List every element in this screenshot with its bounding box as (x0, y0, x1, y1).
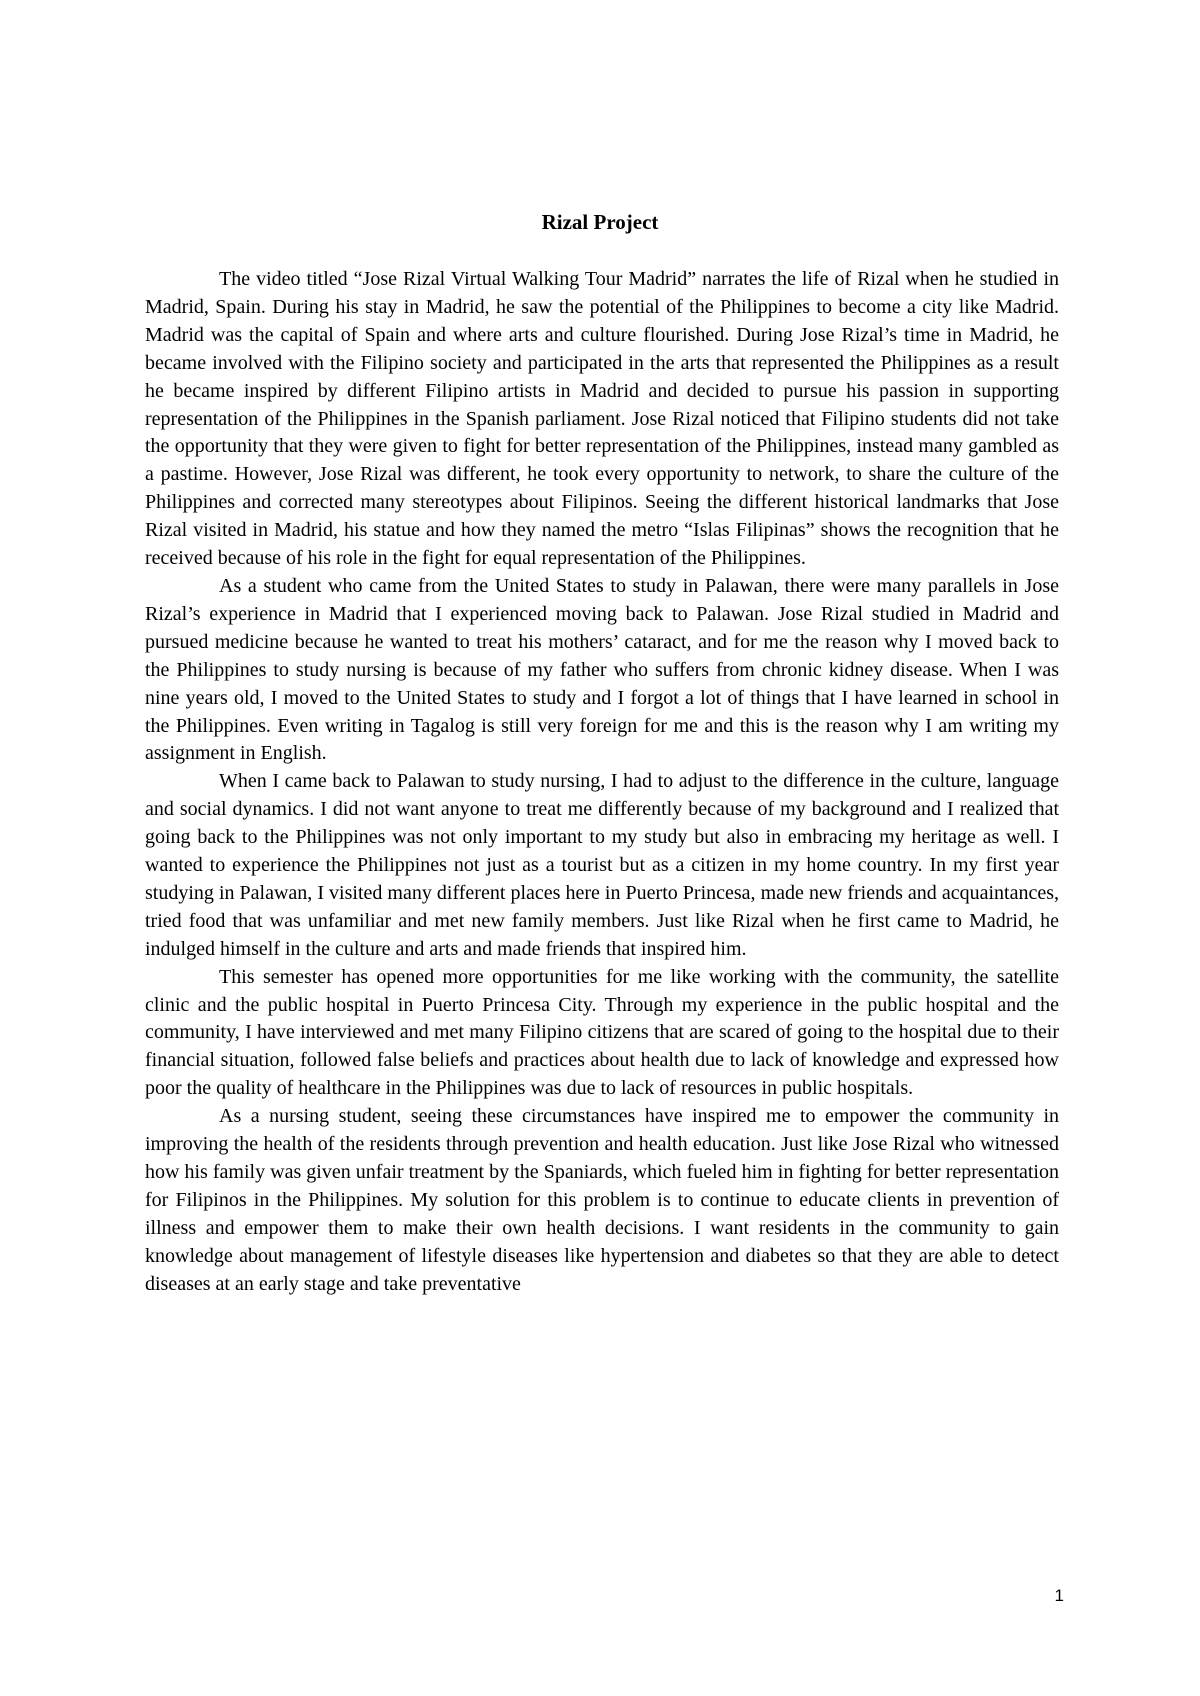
paragraph-2: As a student who came from the United States to study in Palawan, there were many parallels in Jose Rizal’s experience in Madrid that I experienced moving back to Palawan. Jose Rizal studied in Madrid and pursued medicine because he wanted to treat his mothers’ cataract, and for me the reason why I moved back to the Philippines to study nursing is because of my father who suffers from chronic kidney disease. When I was nine years old, I moved to the United States to study and I forgot a lot of things that I have learned in school in the Philippines. Even writing in Tagalog is still very foreign for me and this is the reason why I am writing my assignment in English. (145, 574, 1059, 765)
paragraph-3: When I came back to Palawan to study nursing, I had to adjust to the difference in the culture, language and social dynamics. I did not want anyone to treat me differently because of my background and I realized that going back to the Philippines was not only important to my study but also in embracing my heritage as well. I wanted to experience the Philippines not just as a tourist but as a citizen in my home country. In my first year studying in Palawan, I visited many different places here in Puerto Princesa, made new friends and acquaintances, tried food that was unfamiliar and met new family members. Just like Rizal when he first came to Madrid, he indulged himself in the culture and arts and made friends that inspired him. (145, 770, 1059, 960)
paragraph-1: The video titled “Jose Rizal Virtual Walking Tour Madrid” narrates the life of Rizal when he studied in Madrid, Spain. During his stay in Madrid, he saw the potential of the Philippines to become a city like Madrid. Madrid was the capital of Spain and where arts and culture flourished. During Jose Rizal’s time in Madrid, he became involved with the Filipino society and participated in the arts that represented the Philippines as a result he became inspired by different Filipino artists in Madrid and decided to pursue his passion in supporting representation of the Philippines in the Spanish parliament. Jose Rizal noticed that Filipino students did not take the opportunity that they were given to fight for better representation of the Philippines, instead many gambled as a pastime. However, Jose Rizal was different, he took every opportunity to network, to share the culture of the Philippines and corrected many stereotypes about Filipinos. Seeing the different historical landmarks that Jose Rizal visited in Madrid, his statue and how they named the metro “Islas Filipinas” shows the recognition that he received because of his role in the fight for equal representation of the Philippines. (145, 268, 1059, 570)
page-number: 1 (1054, 1586, 1064, 1605)
document-body (145, 266, 1059, 1299)
document-title: Rizal Project (541, 210, 659, 234)
paragraph-5: As a nursing student, seeing these circumstances have inspired me to empower the community in improving the health of the residents through prevention and health education. Just like Jose Rizal who witnessed how his family was given unfair treatment by the Spaniards, which fueled him in fighting for better representation for Filipinos in the Philippines. My solution for this problem is to continue to educate clients in prevention of illness and empower them to make their own health decisions. I want residents in the community to gain knowledge about management of lifestyle diseases like hypertension and diabetes so that they are able to detect diseases at an early stage and take preventative (145, 1105, 1059, 1295)
paragraph-4: This semester has opened more opportunities for me like working with the community, the satellite clinic and the public hospital in Puerto Princesa City. Through my experience in the public hospital and the community, I have interviewed and met many Filipino citizens that are scared of going to the hospital due to their financial situation, followed false beliefs and practices about health due to lack of knowledge and expressed how poor the quality of healthcare in the Philippines was due to lack of resources in public hospitals. (145, 965, 1059, 1100)
